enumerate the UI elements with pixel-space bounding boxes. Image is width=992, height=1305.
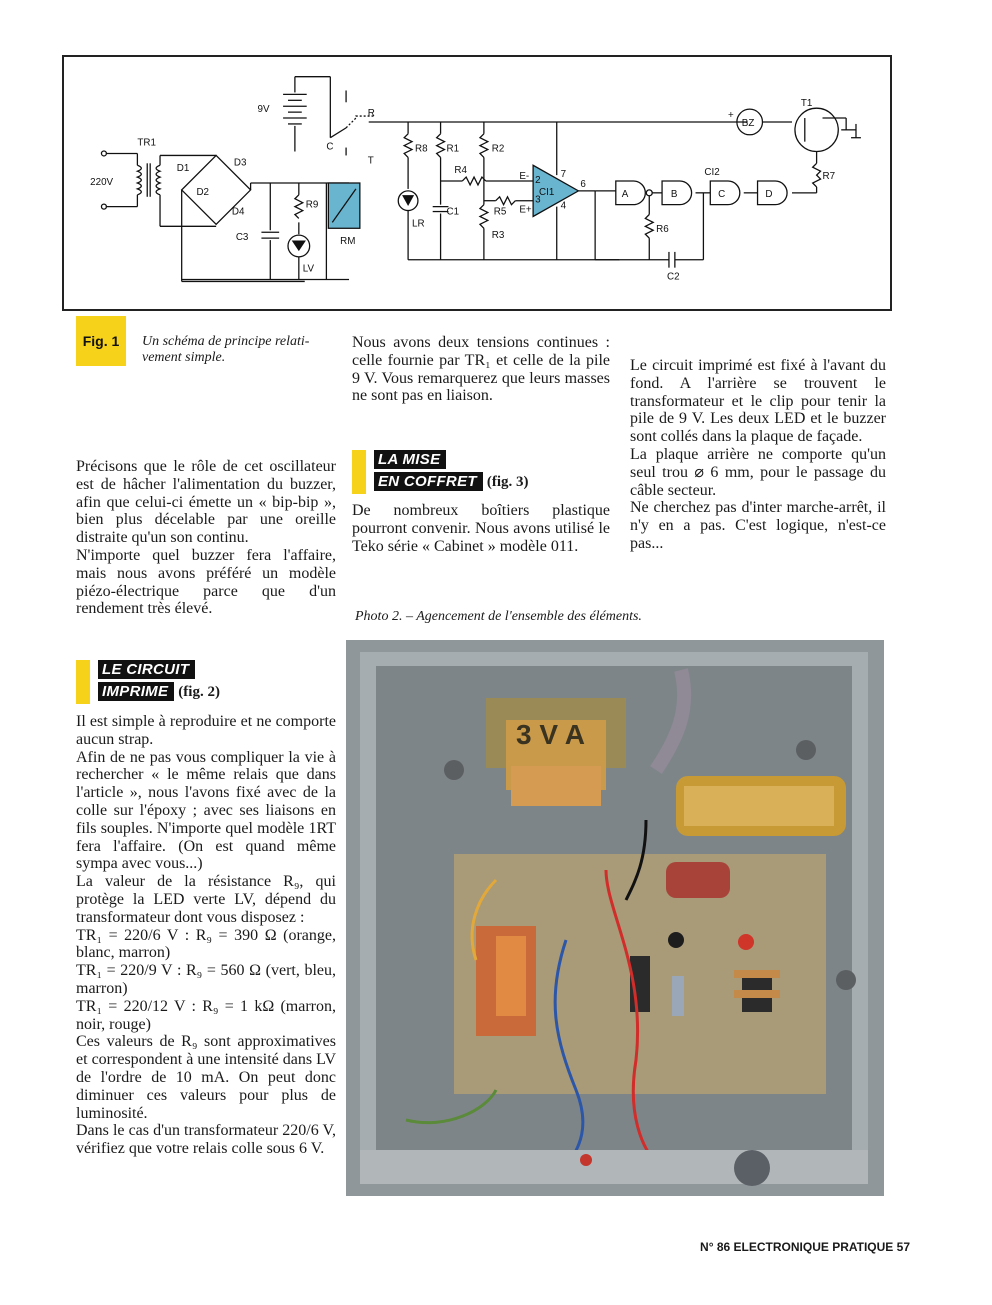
heading-fig-ref: (fig. 2) xyxy=(178,684,220,700)
svg-text:A: A xyxy=(621,188,629,200)
svg-text:D3: D3 xyxy=(233,157,247,169)
section-heading-coffret xyxy=(352,450,610,494)
svg-text:E+: E+ xyxy=(519,204,532,216)
figure-caption: Un schéma de principe relati- vement simple. xyxy=(142,334,310,365)
svg-text:R6: R6 xyxy=(656,224,669,236)
heading-line-2: EN COFFRET xyxy=(374,472,483,491)
svg-text:C: C xyxy=(326,141,334,153)
schematic-labels xyxy=(90,98,835,282)
paragraph: TR₁ = 220/12 V : R₉ = 1 kΩ (marron, noir, rouge) xyxy=(76,997,336,1033)
heading-line-1: LA MISE xyxy=(374,450,446,469)
svg-text:BZ: BZ xyxy=(741,117,755,129)
svg-text:D2: D2 xyxy=(196,186,210,198)
svg-text:R5: R5 xyxy=(493,206,507,218)
svg-text:4: 4 xyxy=(560,200,567,212)
paragraph: Dans le cas d'un transformateur 220/6 V, vérifiez que votre relais colle sous 6 V. xyxy=(76,1122,336,1158)
svg-text:C1: C1 xyxy=(446,206,460,218)
column-2-body xyxy=(352,502,610,555)
paragraph: Ces valeurs de R₉ sont approximatives et correspondent à une intensité dans LV de l'ordre de 10 mA. On peut donc diminuer ces valeurs pour plus de luminosité. xyxy=(76,1033,336,1122)
heading-accent-bar xyxy=(76,660,90,704)
paragraph: TR₁ = 220/6 V : R₉ = 390 Ω (orange, blanc, marron) xyxy=(76,926,336,962)
svg-text:R2: R2 xyxy=(491,143,505,155)
paragraph: N'importe quel buzzer fera l'affaire, mais nous avons préféré un modèle piézo-électrique parce que d'un rendement très élevé. xyxy=(76,546,336,618)
paragraph: La plaque arrière ne comporte qu'un seul trou ⌀ 6 mm, pour le passage du câble secteur. xyxy=(630,445,886,499)
heading-line-2: IMPRIME xyxy=(98,682,174,701)
svg-text:220V: 220V xyxy=(90,176,114,188)
svg-text:R8: R8 xyxy=(414,143,428,155)
paragraph: Afin de ne pas vous compliquer la vie à rechercher « le même relais que dans l'article », nous l'avons fixé avec de la colle sur l'époxy ; avec ses liaisons en fils souples. N'importe quel modèle 1RT fera l'affaire. (On est quand même sympa avec vous...) xyxy=(76,748,336,873)
svg-text:RM: RM xyxy=(340,236,356,248)
svg-text:T1: T1 xyxy=(800,98,813,110)
svg-text:9V: 9V xyxy=(257,104,270,116)
heading-fig-ref: (fig. 3) xyxy=(486,474,529,490)
svg-text:6: 6 xyxy=(580,178,586,190)
svg-text:C3: C3 xyxy=(235,232,249,244)
paragraph: Ne cherchez pas d'inter marche-arrêt, il n'y en a pas. C'est logique, n'est-ce pas... xyxy=(630,499,886,552)
svg-text:B: B xyxy=(670,188,678,200)
circuit-schematic xyxy=(62,55,892,311)
column-2-top xyxy=(352,334,610,405)
svg-text:R9: R9 xyxy=(305,199,319,211)
paragraph: Le circuit imprimé est fixé à l'avant du fond. A l'arrière se trouvent le transformateur et le clip pour tenir la pile de 9 V. Les deux LED et le buzzer sont collés dans la plaque de façade. xyxy=(630,357,886,446)
figure-tag: Fig. 1 xyxy=(76,316,126,366)
svg-text:C2: C2 xyxy=(666,271,680,283)
paragraph: De nombreux boîtiers plastique pourront convenir. Nous avons utilisé le Teko série « Cabinet » modèle 011. xyxy=(352,502,610,555)
svg-text:R: R xyxy=(367,108,375,120)
heading-accent-bar xyxy=(352,450,366,494)
svg-text:CI1: CI1 xyxy=(539,186,555,198)
schematic-drawing xyxy=(64,57,890,309)
heading-line-1: LE CIRCUIT xyxy=(98,660,195,679)
column-3 xyxy=(630,357,886,553)
paragraph: La valeur de la résistance R₉, qui protège la LED verte LV, dépend du transformateur dont vous disposez : xyxy=(76,873,336,926)
transformer-label: 3 V A xyxy=(516,719,585,750)
svg-text:LV: LV xyxy=(302,263,315,275)
page-footer: N° 86 ELECTRONIQUE PRATIQUE 57 xyxy=(700,1240,910,1254)
svg-text:C: C xyxy=(718,188,726,200)
section-heading-circuit xyxy=(76,660,336,704)
svg-text:2: 2 xyxy=(535,175,541,186)
svg-text:T: T xyxy=(367,155,374,167)
svg-text:D: D xyxy=(765,188,773,200)
svg-text:R3: R3 xyxy=(491,230,505,242)
svg-text:CI2: CI2 xyxy=(704,167,720,179)
photo-caption: Photo 2. – Agencement de l'ensemble des éléments. xyxy=(355,609,642,624)
svg-text:D1: D1 xyxy=(176,163,190,175)
svg-text:D4: D4 xyxy=(231,206,245,218)
photo-illustration xyxy=(346,640,884,1196)
paragraph: Il est simple à reproduire et ne comporte aucun strap. xyxy=(76,713,336,748)
photo-enclosure xyxy=(346,640,884,1196)
svg-text:R4: R4 xyxy=(454,165,467,177)
svg-text:3: 3 xyxy=(535,194,541,206)
paragraph: Nous avons deux tensions continues : celle fournie par TR₁ et celle de la pile 9 V. Vous remarquerez que leurs masses ne sont pas en liaison. xyxy=(352,334,610,405)
paragraph: TR₁ = 220/9 V : R₉ = 560 Ω (vert, bleu, marron) xyxy=(76,962,336,997)
svg-text:R7: R7 xyxy=(822,171,836,183)
svg-text:LR: LR xyxy=(412,218,425,230)
svg-text:+: + xyxy=(728,110,734,122)
column-1-body xyxy=(76,713,336,1158)
svg-text:E-: E- xyxy=(519,171,530,183)
svg-text:TR1: TR1 xyxy=(137,137,156,149)
column-1-top xyxy=(76,458,336,618)
svg-text:R1: R1 xyxy=(446,143,460,155)
paragraph: Précisons que le rôle de cet oscillateur est de hâcher l'alimentation du buzzer, afin que celui-ci émette un « bip-bip », bien plus décelable par une oreille distraite qu'un son continu. xyxy=(76,458,336,547)
svg-text:7: 7 xyxy=(560,169,567,181)
